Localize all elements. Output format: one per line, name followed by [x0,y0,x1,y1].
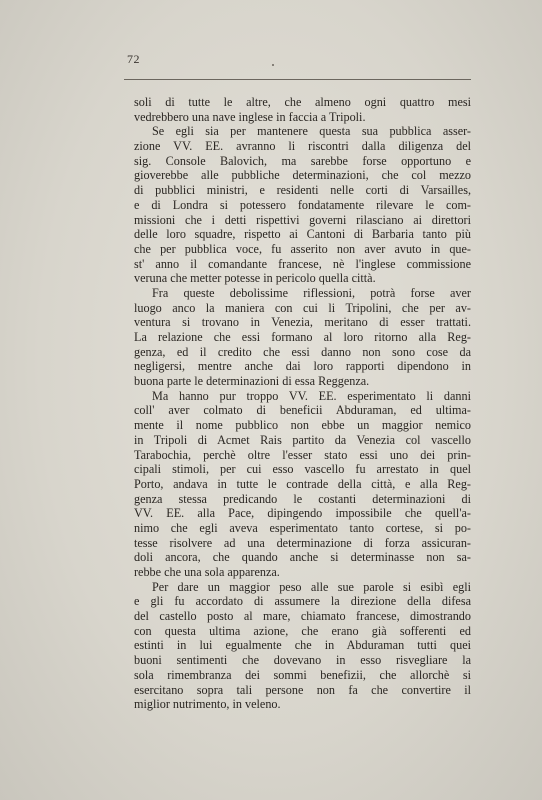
text-line: genza, ed il credito che essi danno non sono cose da [134,344,471,359]
text-line: Ma hanno pur troppo VV. EE. esperimentato li danni [152,388,471,403]
text-line: esercitano sopra tali persone non fa che convertire il [134,682,471,697]
text-line: buona parte le determinazioni di essa Reggenza. [134,374,370,389]
text-line: st' anno il comandante francese, nè l'inglese commissione [134,256,471,271]
paragraph [134,124,471,286]
text-line: soli di tutte le altre, che almeno ogni quattro mesi [134,95,471,109]
text-line: veruna che metter potesse in pericolo quella città. [134,271,376,286]
text-line: Porto, andava in tutte le contrade della città, e alla Reg- [134,476,471,491]
text-line: zione VV. EE. avranno li riscontri dalla diligenza del [134,139,471,154]
body-text [134,95,471,712]
text-line: genza stessa predicando le costanti determinazioni di [134,491,471,506]
text-line: ventura si trovano in Venezia, meritano di esser trattati. [134,315,471,330]
text-line: sig. Console Balovich, ma sarebbe forse opportuno e [134,153,471,168]
text-line: buoni sentimenti che dovevano in esso risvegliare la [134,653,471,668]
text-line: e gli fu accordato di assumere la direzione della difesa [134,594,471,609]
paragraph [134,286,471,389]
paper-speck [272,64,274,66]
text-line: Per dare un maggior peso alle sue parole si esibì egli [152,579,471,594]
text-line: in Tripoli di Acmet Rais partito da Venezia col vascello [134,432,471,447]
text-line: del castello posto al mare, chiamato francese, dimostrando [134,609,471,624]
text-line: miglior nutrimento, in veleno. [134,697,281,712]
text-line: doli ancora, che quando anche si determinasse non sa- [134,550,471,565]
text-line: nimo che egli aveva esperimentato tanto cortese, si po- [134,520,471,535]
text-line: e di Londra si potessero fondatamente rilevare le com- [134,197,471,212]
text-line: cipali stimoli, per cui esso vascello fu arrestato in quel [134,462,471,477]
text-line: luogo anco la maniera con cui li Tripolini, che per av- [134,300,471,315]
text-line: Fra queste debolissime riflessioni, potrà forse aver [152,285,471,300]
text-line: sola rimembranza dei sommi benefizii, che allorchè si [134,667,471,682]
text-line: La relazione che essi formano al loro ritorno alla Reg- [134,330,471,344]
header-rule [124,79,471,80]
paragraph [134,389,471,580]
paragraph [134,580,471,712]
text-line: coll' aver colmato di beneficii Abduraman, ed ultima- [134,403,471,418]
page-number: 72 [127,52,140,66]
text-line: missioni che i detti rispettivi governi rilasciano ai direttori [134,212,471,227]
text-line: di pubblici ministri, e residenti nelle corti di Varsailles, [134,183,471,198]
text-line: tesse risolvere ad una determinazione di forza assicuran- [134,535,471,550]
text-line: rebbe che una sola apparenza. [134,565,280,579]
text-line: Se egli sia per mantenere questa sua pubblica asser- [152,124,471,139]
text-line: Tarabochia, perchè oltre l'esser stato essi uno dei prin- [134,447,471,462]
paragraph [134,95,471,124]
text-line: delle loro squadre, rispetto ai Cantoni di Barbaria tanto più [134,227,471,242]
text-line: VV. EE. alla Pace, dipingendo impossibile che quell'a- [134,506,471,521]
text-line: che per pubblica voce, fu asserito non aver avuto in que- [134,241,471,256]
text-line: estinti in lui egualmente che in Abduraman tutti quei [134,638,471,653]
text-line: negligersi, mentre anche dai loro rapporti dipendono in [134,359,471,374]
text-line: mente il nome pubblico non ebbe un maggior nemico [134,418,471,433]
text-line: con questa ultima azione, che erano già sofferenti ed [134,623,471,638]
text-line: vedrebbero una nave inglese in faccia a Tripoli. [134,109,366,124]
text-line: gioverebbe alle pubbliche determinazioni, che col mezzo [134,168,471,183]
